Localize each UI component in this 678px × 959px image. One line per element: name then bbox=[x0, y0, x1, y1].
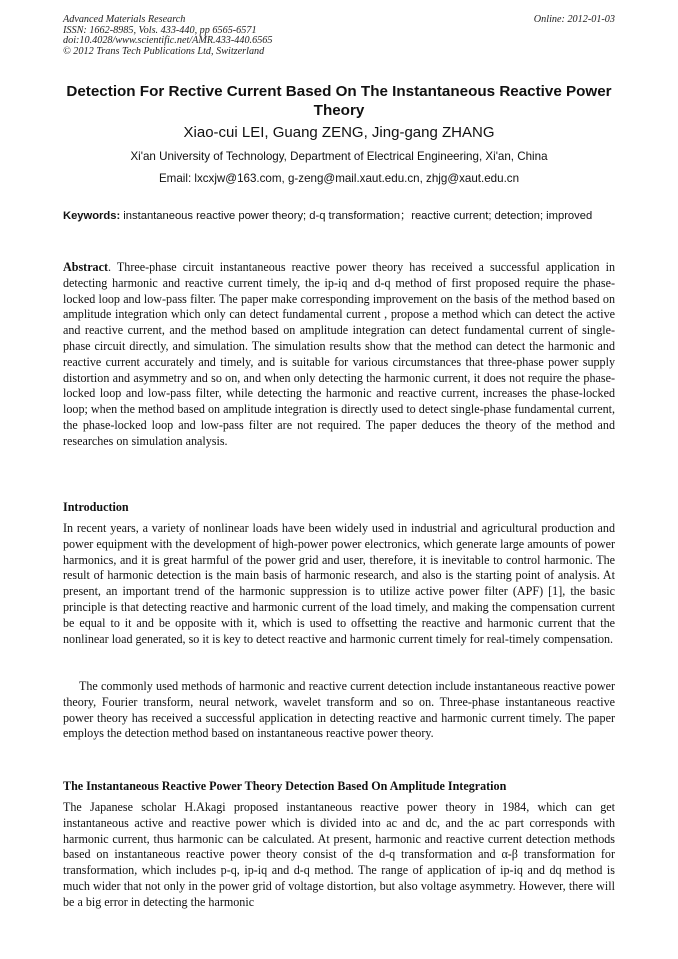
journal-header bbox=[63, 15, 615, 57]
online-date: Online: 2012-01-03 bbox=[533, 14, 615, 25]
keywords-block bbox=[63, 209, 615, 224]
copyright-line: © 2012 Trans Tech Publications Ltd, Switzerland bbox=[63, 45, 265, 57]
abstract-text: . Three-phase circuit instantaneous reactive power theory has received a successful application in detecting harmonic and reactive current timely, the ip-iq and d-q method of first proposed require the phase-locked loop and low-pass filter. The paper make corresponding improvement on the basis of the method based on amplitude integration which only can detect fundamental current , propose a method which can detect the active and reactive current, and the method based on amplitude integration can detect fundamental current of single-phase circuit directly, and simulation. The simulation results show that the method can detect the harmonic and reactive current accurately and timely, and is suitable for various circumstances that three-phase power supply distortion and asymmetry and so on, and when only detecting the harmonic current, it does not require the phase-locked loop and low-pass filter, while detecting the harmonic and reactive current, increases the phase-locked loop; when the method based on amplitude integration is directly used to detect single-phase fundamental current, the phase-locked loop and low-pass filter are not required. The paper deduces the theory of the method and researches on simulation analysis. bbox=[63, 260, 615, 448]
introduction-paragraph-2: The commonly used methods of harmonic and reactive current detection include instantaneous reactive power theory, Fourier transform, neural network, wavelet transform and so on. Three-phase instantaneous reactive power theory has received a successful application in detecting reactive and harmonic current timely. The paper employs the detection method based on instantaneous reactive power theory. bbox=[63, 679, 615, 741]
doi-line: doi:10.4028/www.scientific.net/AMR.433-440.6565 bbox=[63, 35, 273, 46]
introduction-heading: Introduction bbox=[63, 500, 129, 514]
section-paragraph-1: The Japanese scholar H.Akagi proposed instantaneous reactive power theory in 1984, which can get instantaneous active and reactive power which is divided into ac and dc, and the ac part corresponds with harmonic current, thus harmonic can be calculated. At present, harmonic and reactive current detection methods based on instantaneous reactive power theory consist of the d-q transformation and α-β transformation for transformation, which includes p-q, ip-iq and d-q method. The range of application of ip-iq and dq method is much wider that not only in the power grid of voltage distortion, but also voltage asymmetry. However, there will be a big error in detecting the harmonic bbox=[63, 800, 615, 909]
paper-title: Detection For Rective Current Based On The Instantaneous Reactive Power Theory bbox=[66, 83, 612, 119]
section-heading-amplitude-integration: The Instantaneous Reactive Power Theory Detection Based On Amplitude Integration bbox=[63, 779, 507, 793]
author-list: Xiao-cui LEI, Guang ZENG, Jing-gang ZHANG bbox=[183, 124, 495, 141]
abstract-label: Abstract bbox=[63, 260, 109, 274]
journal-name: Advanced Materials Research bbox=[63, 14, 186, 25]
affiliation: Xi'an University of Technology, Department of Electrical Engineering, Xi'an, China bbox=[130, 150, 548, 163]
keywords-text: instantaneous reactive power theory; d-q transformation；reactive current; detection; improved bbox=[120, 210, 593, 222]
email-line: Email: lxcxjw@163.com, g-zeng@mail.xaut.edu.cn, zhjg@xaut.edu.cn bbox=[158, 172, 520, 185]
keywords-label: Keywords: bbox=[63, 210, 121, 222]
abstract-block bbox=[63, 260, 615, 450]
introduction-paragraph-1: In recent years, a variety of nonlinear loads have been widely used in industrial and agricultural production and power equipment with the development of high-power power electronics, which generate large amounts of power harmonics, and it is great harmful of the power grid and user, therefore, it is inevitable to control harmonic. The result of harmonic detection is the main basis of harmonic research, and also is the starting point of analysis. At present, an important trend of the harmonic suppression is to utilize active power filter (APF) [1], the basic principle is that detecting reactive and harmonic current of the load timely, and making the compensation current be equal to it and be opposite with it, which is used to offsetting the reactive and harmonic current that the nonlinear load generated, so it is key to detect reactive and harmonic current timely for real-timely compensation. bbox=[63, 521, 615, 646]
issn-line: ISSN: 1662-8985, Vols. 433-440, pp 6565-6571 bbox=[63, 24, 257, 36]
